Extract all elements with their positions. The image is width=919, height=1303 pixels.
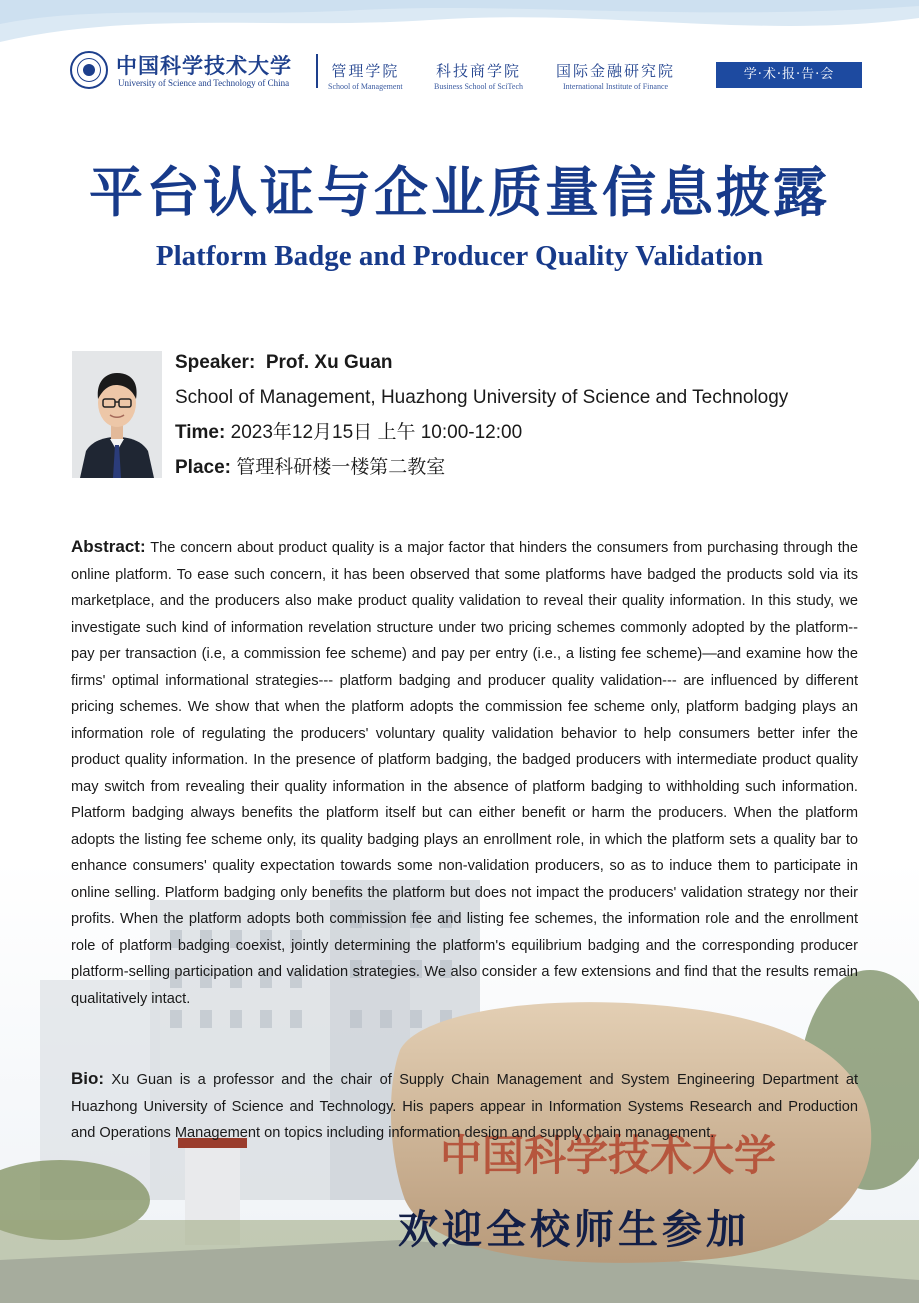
school-name-en: International Institute of Finance	[562, 82, 669, 91]
speaker-info	[175, 349, 788, 489]
title-chinese: 平台认证与企业质量信息披露	[89, 160, 830, 224]
time-label: Time:	[175, 422, 226, 443]
bio-text: Xu Guan is a professor and the chair of Supply Chain Management and System Engineering Department at Huazhong University of Science and Technology. His papers appear in Information Systems Research and Production and Operations Management on topics including information design and supply chain management.	[71, 1072, 858, 1141]
svg-text:中国科学技术大学: 中国科学技术大学	[440, 1131, 777, 1180]
poster-header	[70, 48, 862, 92]
speaker-name: Prof. Xu Guan	[265, 352, 393, 373]
university-name-cn: 中国科学技术大学	[116, 53, 292, 78]
welcome-slogan: 欢迎全校师生参加	[398, 1206, 750, 1253]
time-value: 2023年12月15日 上午 10:00-12:00	[230, 422, 523, 443]
speaker-affiliation: School of Management, Huazhong University of Science and Technology	[175, 387, 789, 408]
bio-label: Bio:	[71, 1069, 105, 1088]
abstract-text: The concern about product quality is a major factor that hinders the consumers from purchasing through the online platform. To ease such concern, it has been observed that some platforms have badged the products sold via its marketplace, and the producers also make product quality validation to reveal their quality information. In this study, we investigate such kind of information revelation structure under two pricing schemes commonly adopted by the platform-- pay per transaction (i.e, a commission fee scheme) and pay per entry (i.e., a listing fee scheme)—and examine how the firms' optimal informational strategies--- platform badging and producer quality validation--- are influenced by different pricing schemes. We show that when the platform adopts the commission fee scheme only, platform badging plays an information role of regulating the producers' voluntary quality validation behavior to help consumers better infer the product quality information. In the presence of platform badging, the badged producers with intermediate product quality may switch from revealing their quality information in the absence of platform badging to withholding such information. Platform badging always benefits the platform itself but can either benefit or harm the producers. When the platform adopts the listing fee scheme only, its quality badging plays an enrollment role, in which the platform sets a quality bar to enhance consumers' quality expectation towards some non-validation producers, so as to induce them to participate in online selling. Platform badging only benefits the platform but does not impact the producers' validation strategy nor their profits. When the platform adopts both commission fee and listing fee schemes, the information role and the enrollment role of platform badging coexist, jointly determining the platform's equilibrium badging and the corresponding producer platform-selling participation and validation strategies. We also consider a few extensions and find that the results remain qualitatively intact.	[71, 540, 858, 1007]
school-name-en: School of Management	[328, 82, 403, 91]
school-name-cn: 管理学院	[331, 62, 400, 80]
university-name-en: University of Science and Technology of China	[118, 78, 290, 88]
time-line	[175, 419, 788, 454]
school-finance	[556, 60, 675, 91]
header-divider	[316, 54, 318, 88]
abstract-paragraph	[71, 534, 858, 1012]
bio-paragraph	[71, 1066, 858, 1147]
speaker-label: Speaker:	[175, 352, 256, 373]
place-label: Place:	[175, 457, 231, 478]
school-business	[434, 60, 523, 91]
school-name-cn: 科技商学院	[435, 62, 521, 80]
university-seal-icon	[70, 51, 108, 89]
speaker-photo	[72, 351, 162, 478]
abstract-label: Abstract:	[71, 537, 146, 556]
place-value: 管理科研楼一楼第二教室	[236, 457, 446, 478]
school-management	[328, 60, 403, 91]
title-english: Platform Badge and Producer Quality Validation	[155, 240, 764, 272]
school-name-cn: 国际金融研究院	[556, 62, 676, 80]
place-line	[175, 454, 788, 489]
speaker-line	[175, 349, 788, 384]
school-name-en: Business School of SciTech	[434, 82, 523, 91]
seminar-badge: 学·术·报·告·会	[716, 62, 862, 88]
